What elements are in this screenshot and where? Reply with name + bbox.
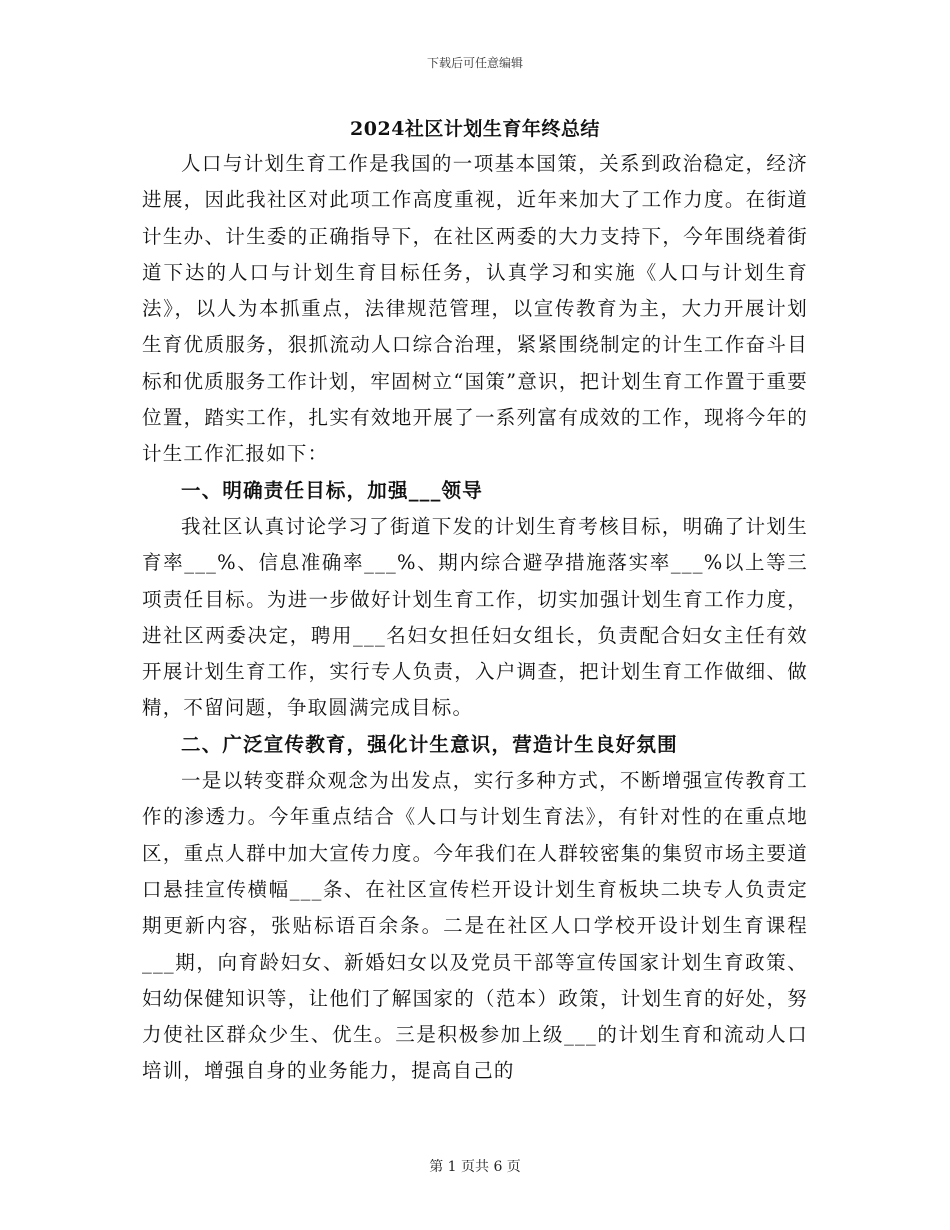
- section-heading-2: 二、广泛宣传教育，强化计生意识，营造计生良好氛围: [181, 732, 678, 756]
- paragraph-intro: 人口与计划生育工作是我国的一项基本国策，关系到政治稳定，经济进展，因此我社区对此项工作高度重视，近年来加大了工作力度。在街道计生办、计生委的正确指导下，在社区两委的大力支持下，今年围绕着街道下达的人口与计划生育目标任务，认真学习和实施《人口与计划生育法》，以人为本抓重点，法律规范管理，以宣传教育为主，大力开展计划生育优质服务，狠抓流动人口综合治理，紧紧围绕制定的计生工作奋斗目标和优质服务工作计划，牢固树立“国策”意识，把计划生育工作置于重要位置，踏实工作，扎实有效地开展了一系列富有成效的工作，现将今年的计生工作汇报如下：: [142, 152, 808, 466]
- document-body: [142, 146, 808, 1090]
- paragraph-section-2: 一是以转变群众观念为出发点，实行多种方式，不断增强宣传教育工作的渗透力。今年重点结合《人口与计划生育法》，有针对性的在重点地区，重点人群中加大宣传力度。今年我们在人群较密集的集贸市场主要道口悬挂宣传横幅___条、在社区宣传栏开设计划生育板块二块专人负责定期更新内容，张贴标语百余条。二是在社区人口学校开设计划生育课程___期，向育龄妇女、新婚妇女以及党员干部等宣传国家计划生育政策、妇幼保健知识等，让他们了解国家的（范本）政策，计划生育的好处，努力使社区群众少生、优生。三是积极参加上级___的计划生育和流动人口培训，增强自身的业务能力，提高自己的: [142, 769, 808, 1083]
- paragraph-section-1: 我社区认真讨论学习了街道下发的计划生育考核目标，明确了计划生育率___%、信息准确率___%、期内综合避孕措施落实率___%以上等三项责任目标。为进一步做好计划生育工作，切实加强计划生育工作力度，进社区两委决定，聘用___名妇女担任妇女组长，负责配合妇女主任有效开展计划生育工作，实行专人负责，入户调查，把计划生育工作做细、做精，不留问题，争取圆满完成目标。: [142, 514, 808, 720]
- header-note: 下载后可任意编辑: [426, 56, 523, 70]
- section-heading-1: 一、明确责任目标，加强___领导: [181, 478, 483, 502]
- document-title: 2024社区计划生育年终总结: [350, 118, 600, 140]
- page-number-footer: 第 1 页共 6 页: [429, 1159, 521, 1175]
